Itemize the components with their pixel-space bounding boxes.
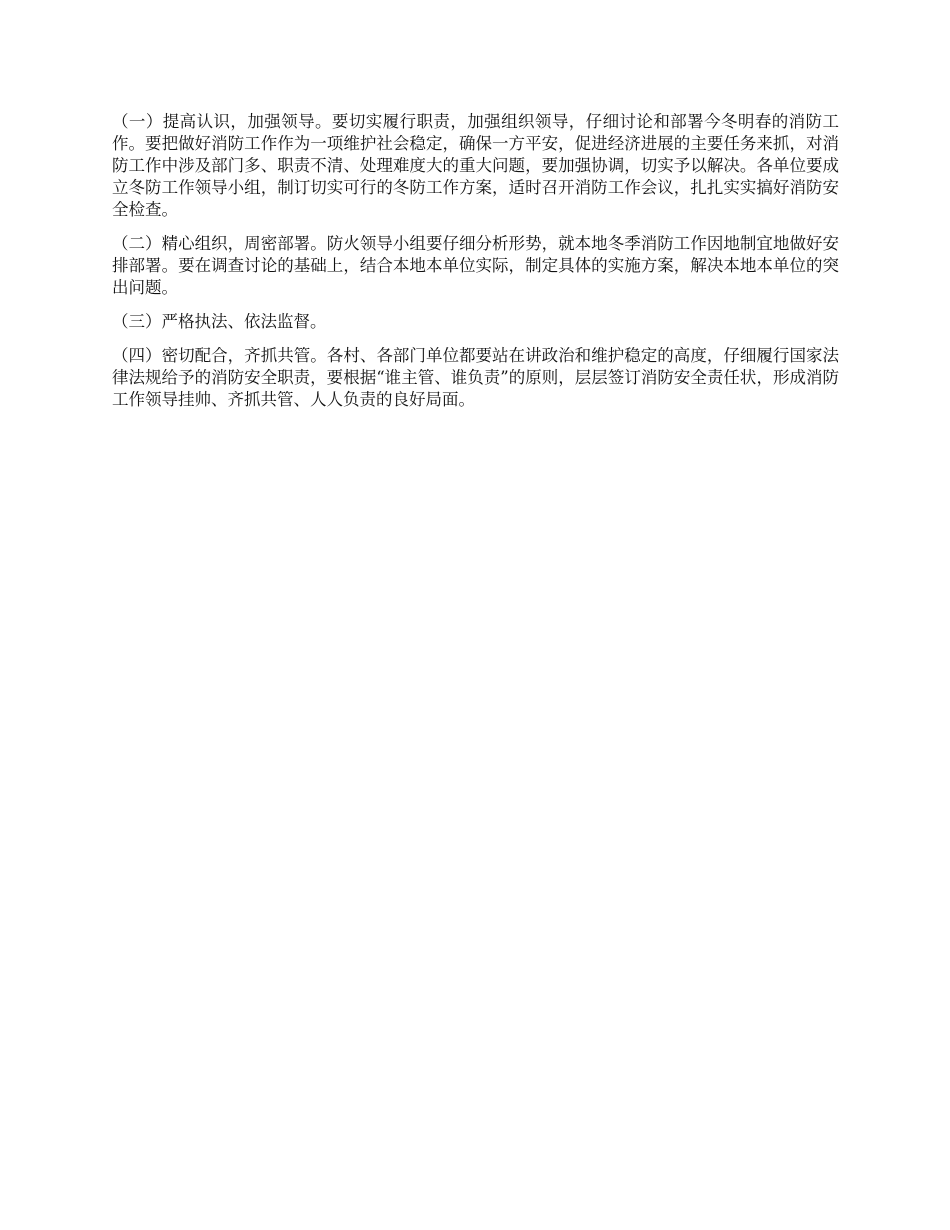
paragraph-3: （三）严格执法、依法监督。 (112, 312, 327, 331)
document-body (112, 111, 839, 423)
paragraph-1: （一）提高认识，加强领导。要切实履行职责，加强组织领导，仔细讨论和部署今冬明春的消防工作。要把做好消防工作作为一项维护社会稳定，确保一方平安，促进经济进展的主要任务来抓，对消防工作中涉及部门多、职责不清、处理难度大的重大问题，要加强协调，切实予以解决。各单位要成立冬防工作领导小组，制订切实可行的冬防工作方案，适时召开消防工作会议，扎扎实实搞好消防安全检查。 (112, 112, 839, 219)
paragraph-2: （二）精心组织，周密部署。防火领导小组要仔细分析形势，就本地冬季消防工作因地制宜地做好安排部署。要在调查讨论的基础上，结合本地本单位实际，制定具体的实施方案，解决本地本单位的突出问题。 (112, 234, 839, 297)
paragraph-4: （四）密切配合，齐抓共管。各村、各部门单位都要站在讲政治和维护稳定的高度，仔细履行国家法律法规给予的消防安全职责，要根据“谁主管、谁负责”的原则，层层签订消防安全责任状，形成消防工作领导挂帅、齐抓共管、人人负责的良好局面。 (112, 346, 839, 409)
